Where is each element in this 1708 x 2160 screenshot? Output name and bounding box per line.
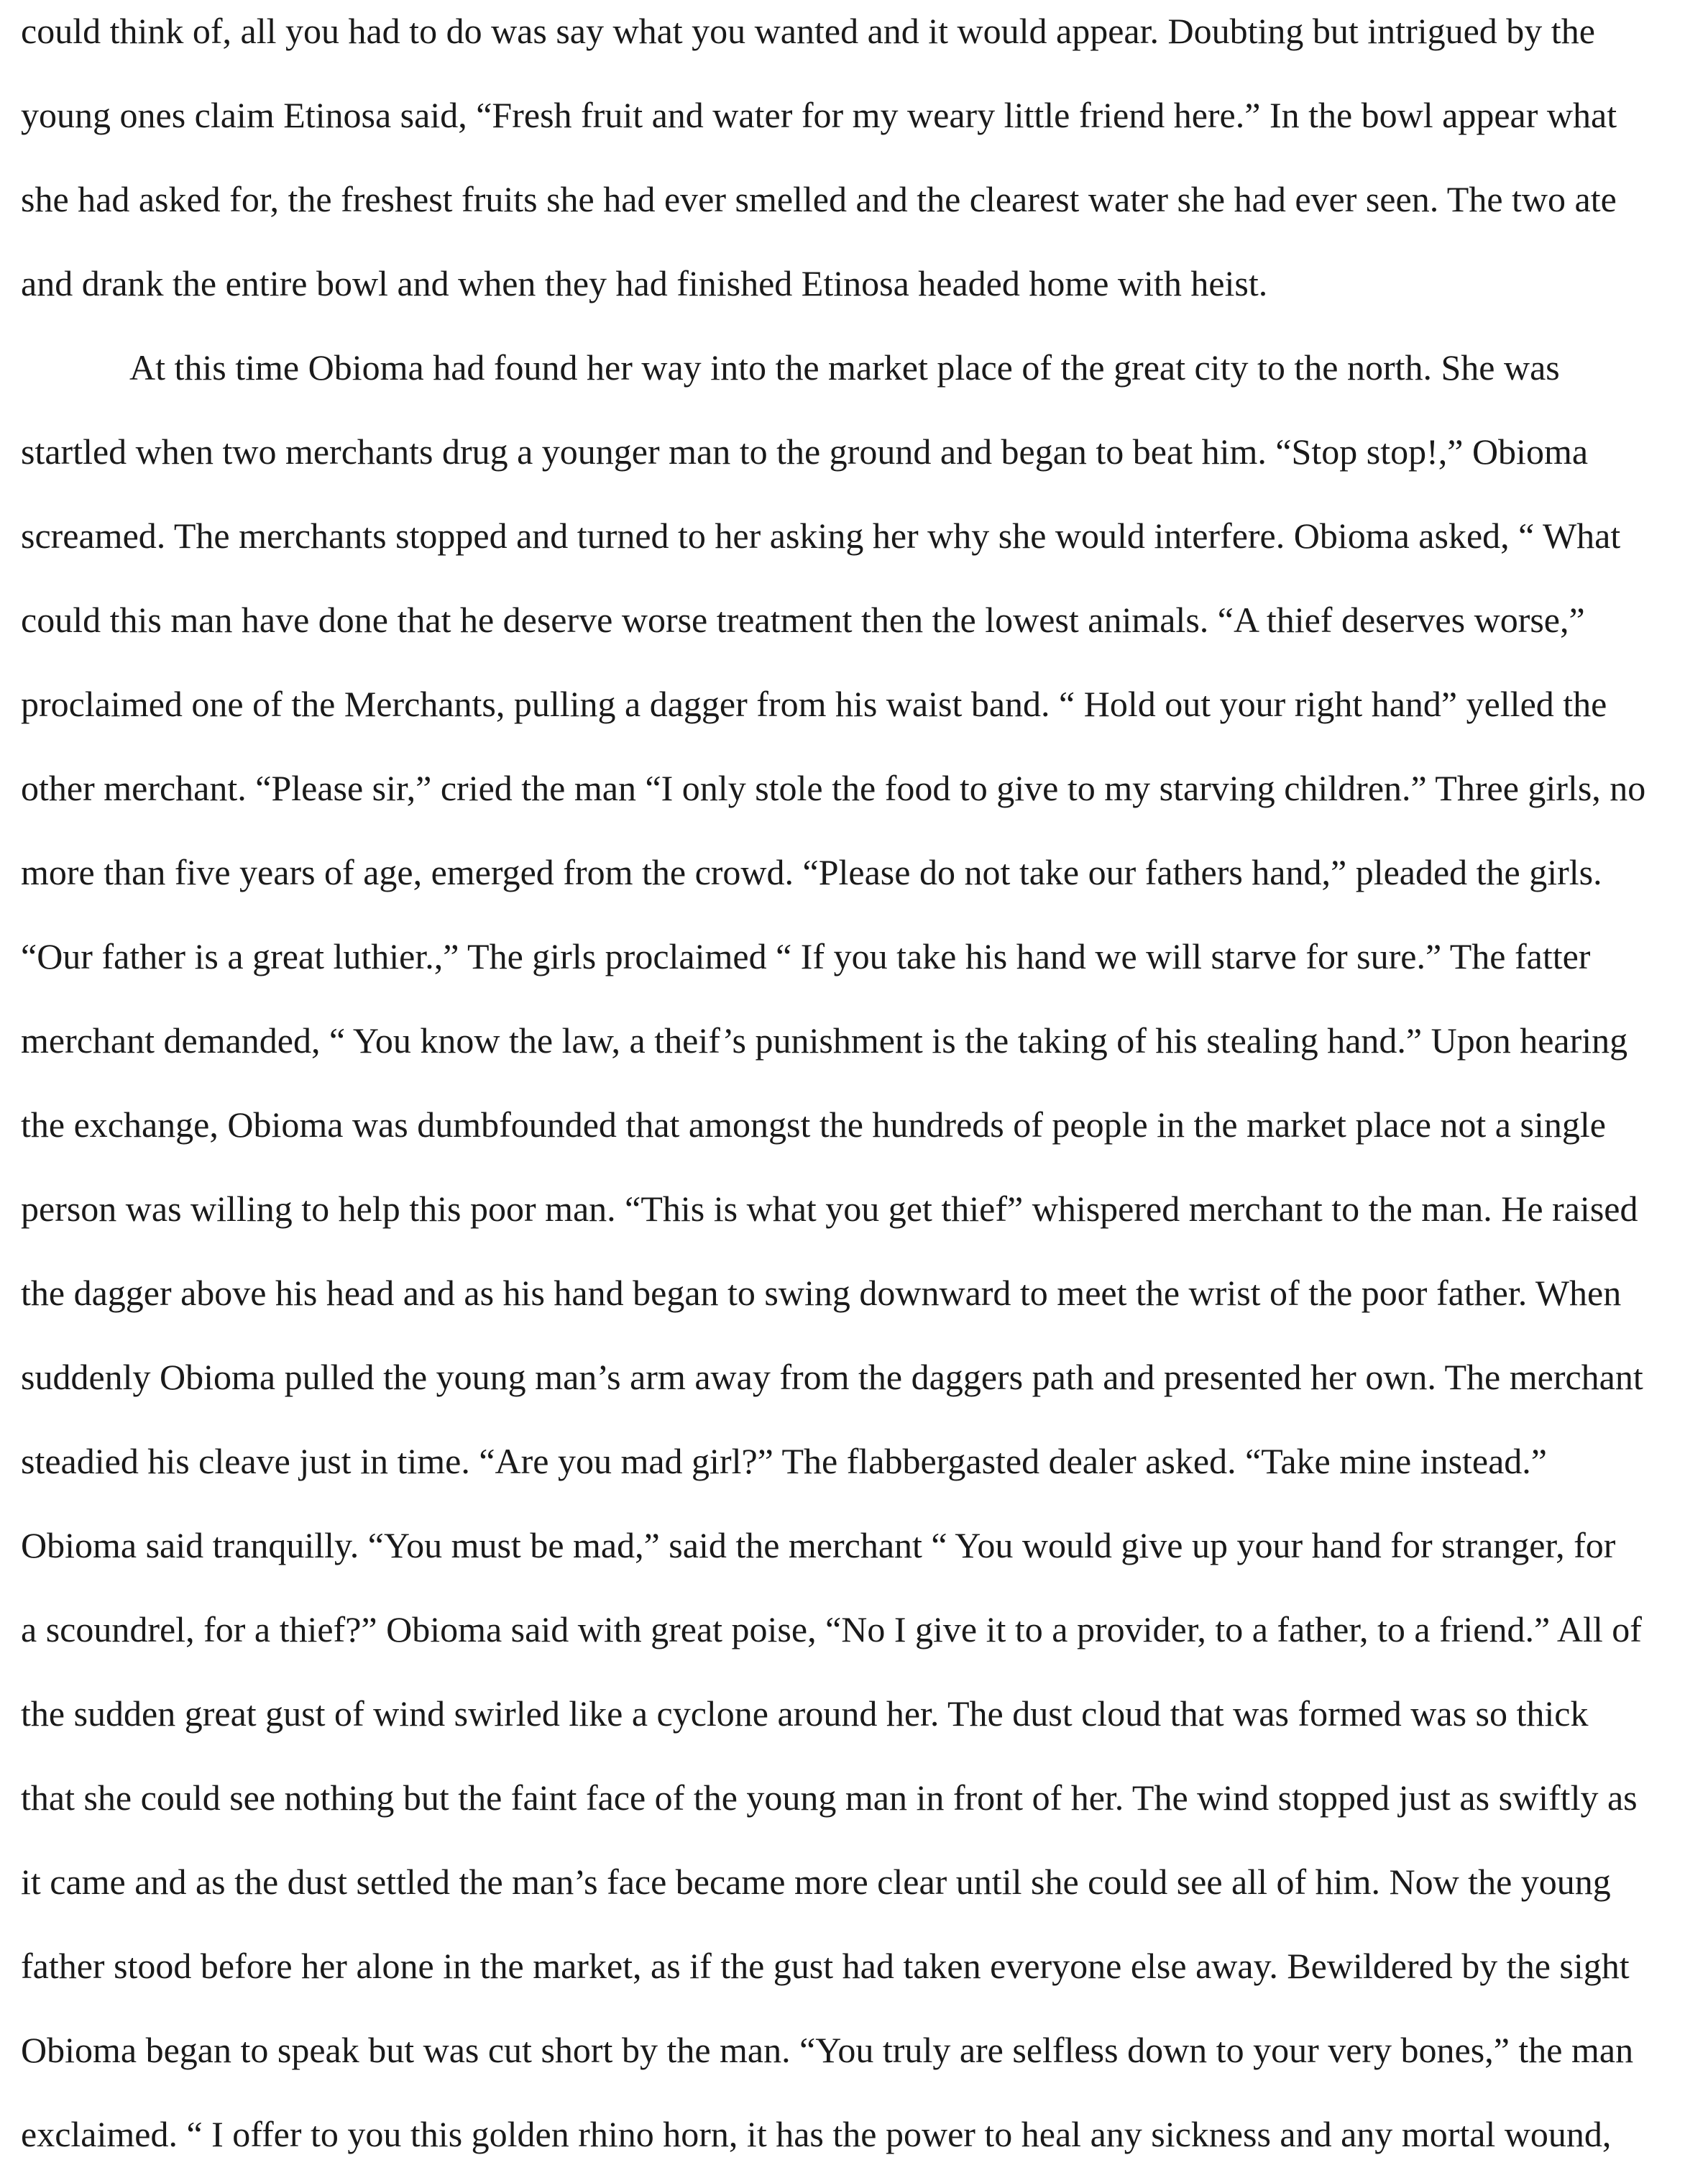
text-line-1: could think of, all you had to do was say what you wanted and it would appear. Doubting but intrigued by the xyxy=(21,11,1595,51)
text-line-3: she had asked for, the freshest fruits she had ever smelled and the clearest water she had ever seen. The two ate xyxy=(21,179,1617,219)
text-line-2: young ones claim Etinosa said, “Fresh fruit and water for my weary little friend here.” In the bowl appear what xyxy=(21,95,1617,135)
text-line-23: it came and as the dust settled the man’s face became more clear until she could see all of him. Now the young xyxy=(21,1862,1611,1902)
text-line-18: steadied his cleave just in time. “Are you mad girl?” The flabbergasted dealer asked. “Take mine instead.” xyxy=(21,1441,1547,1481)
text-line-13: merchant demanded, “ You know the law, a theif’s punishment is the taking of his stealing hand.” Upon hearing xyxy=(21,1020,1628,1061)
text-line-22: that she could see nothing but the faint face of the young man in front of her. The wind stopped just as swiftly as xyxy=(21,1777,1638,1818)
text-line-14: the exchange, Obioma was dumbfounded that amongst the hundreds of people in the market place not a single xyxy=(21,1104,1606,1145)
text-line-7: screamed. The merchants stopped and turned to her asking her why she would interfere. Obioma asked, “ What xyxy=(21,516,1621,556)
text-line-6: startled when two merchants drug a younger man to the ground and began to beat him. “Stop stop!,” Obioma xyxy=(21,431,1589,472)
text-line-16: the dagger above his head and as his hand began to swing downward to meet the wrist of the poor father. When xyxy=(21,1273,1622,1313)
text-line-20: a scoundrel, for a thief?” Obioma said with great poise, “No I give it to a provider, to a father, to a friend.” All of xyxy=(21,1609,1642,1649)
text-line-19: Obioma said tranquilly. “You must be mad,” said the merchant “ You would give up your hand for stranger, for xyxy=(21,1525,1616,1565)
text-line-24: father stood before her alone in the market, as if the gust had taken everyone else away. Bewildered by the sight xyxy=(21,1946,1630,1986)
text-line-25: Obioma began to speak but was cut short by the man. “You truly are selfless down to your very bones,” the man xyxy=(21,2030,1634,2070)
text-line-8: could this man have done that he deserve worse treatment then the lowest animals. “A thief deserves worse,” xyxy=(21,600,1585,640)
text-line-12: “Our father is a great luthier.,” The girls proclaimed “ If you take his hand we will starve for sure.” The fatter xyxy=(21,936,1591,976)
text-line-10: other merchant. “Please sir,” cried the man “I only stole the food to give to my starving children.” Three girls, no xyxy=(21,768,1646,808)
text-line-4: and drank the entire bowl and when they had finished Etinosa headed home with heist. xyxy=(21,263,1268,303)
text-line-26: exclaimed. “ I offer to you this golden rhino horn, it has the power to heal any sickness and any mortal wound, xyxy=(21,2114,1612,2154)
text-line-21: the sudden great gust of wind swirled like a cyclone around her. The dust cloud that was formed was so thick xyxy=(21,1693,1589,1734)
text-line-11: more than five years of age, emerged from the crowd. “Please do not take our fathers hand,” pleaded the girls. xyxy=(21,852,1602,892)
text-line-17: suddenly Obioma pulled the young man’s arm away from the daggers path and presented her own. The merchant xyxy=(21,1357,1643,1397)
paragraph-start-line: At this time Obioma had found her way into the market place of the great city to the north. She was xyxy=(129,347,1560,388)
text-line-15: person was willing to help this poor man. “This is what you get thief” whispered merchant to the man. He raised xyxy=(21,1189,1638,1229)
text-line-9: proclaimed one of the Merchants, pulling a dagger from his waist band. “ Hold out your right hand” yelled the xyxy=(21,684,1607,724)
